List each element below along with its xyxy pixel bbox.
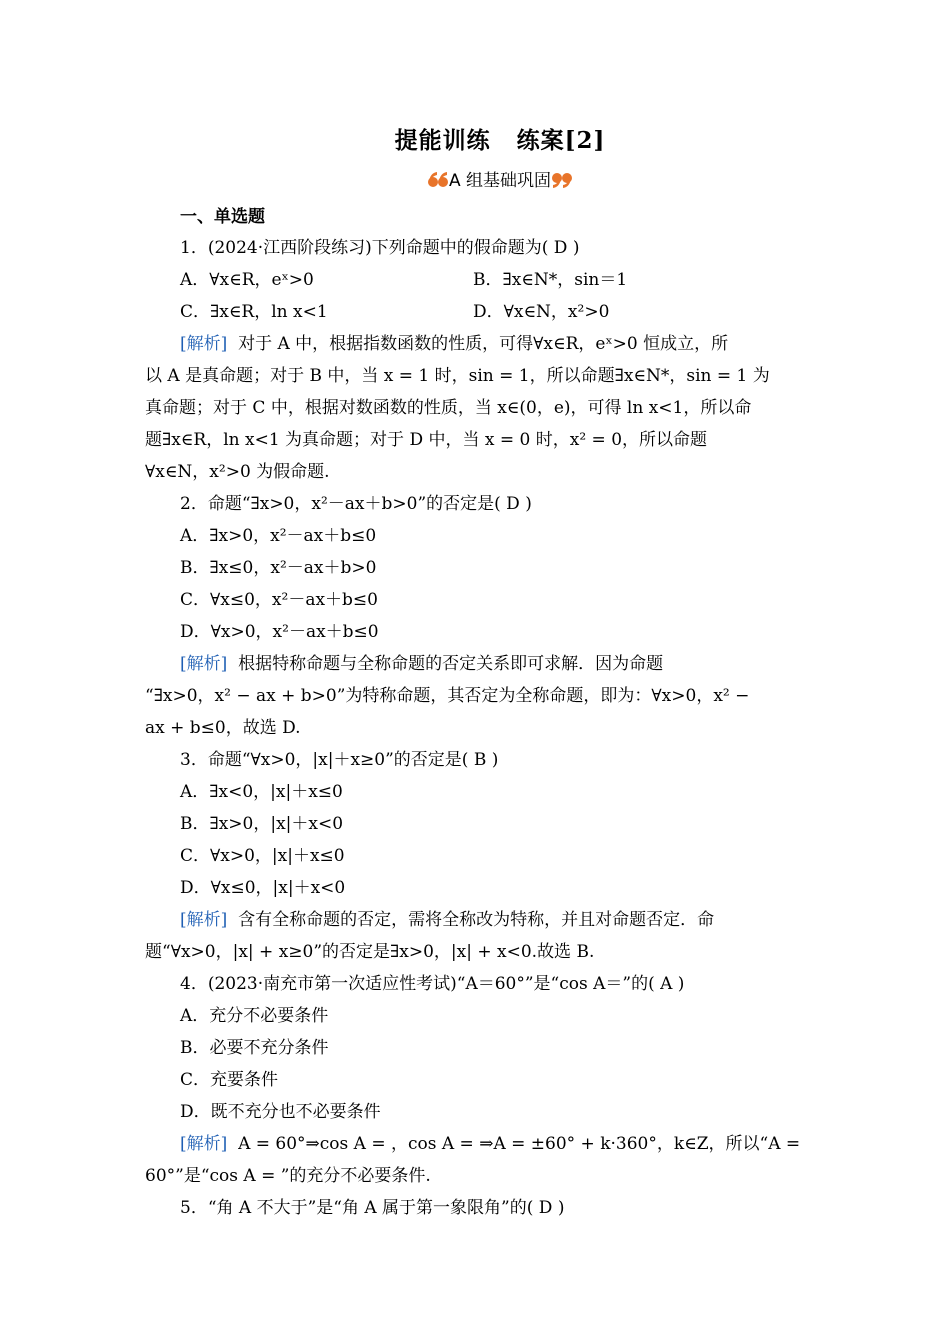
title-main: 提能训练 — [394, 127, 491, 154]
q4-solution-line1: [解析] A = 60°⇒cos A = ，cos A = ⇒A = ±60° + k·360°，k∈Z，所以“A = — [180, 1134, 801, 1154]
q2-solution-line2: “∃x>0，x² − ax + b>0”为特称命题，其否定为全称命题，即为：∀x>0，x² − — [145, 686, 750, 706]
title-case-number: 练案[2] — [516, 127, 606, 154]
q4-solution-line2: 60°”是“cos A = ”的充分不必要条件. — [145, 1166, 431, 1186]
q3-solution-line2: 题“∀x>0，|x| + x≥0”的否定是∃x>0，|x| + x<0.故选 B. — [145, 942, 595, 962]
q2-solution-line3: ax + b≤0，故选 D. — [145, 718, 301, 738]
q2-solution-line1: [解析] 根据特称命题与全称命题的否定关系即可求解．因为命题 — [180, 654, 664, 674]
q5-stem: 5．“角 A 不大于”是“角 A 属于第一象限角”的( D ) — [180, 1198, 565, 1218]
page-title — [0, 122, 950, 155]
q1-solution-line5: ∀x∈N，x²>0 为假命题. — [145, 462, 330, 482]
close-quote-icon — [551, 170, 573, 190]
q2-stem: 2．命题“∃x>0，x²－ax＋b>0”的否定是( D ) — [180, 494, 532, 514]
q3-option-c: C．∀x>0，|x|＋x≤0 — [180, 846, 345, 866]
q1-option-d: D．∀x∈N，x²>0 — [473, 302, 610, 322]
q1-solution-line2: 以 A 是真命题；对于 B 中，当 x = 1 时，sin = 1，所以命题∃x∈N*，sin = 1 为 — [145, 366, 770, 386]
solution-tag: [解析] — [180, 910, 228, 930]
q3-solution-line1: [解析] 含有全称命题的否定，需将全称改为特称，并且对命题否定．命 — [180, 910, 715, 930]
q1-solution-line4: 题∃x∈R，ln x<1 为真命题；对于 D 中，当 x = 0 时，x² = 0，所以命题 — [145, 430, 708, 450]
q1-solution-line1: [解析] 对于 A 中，根据指数函数的性质，可得∀x∈R，eˣ>0 恒成立，所 — [180, 334, 729, 354]
q4-option-d: D．既不充分也不必要条件 — [180, 1102, 381, 1122]
group-label: A 组基础巩固 — [448, 171, 552, 191]
q2-option-d: D．∀x>0，x²－ax＋b≤0 — [180, 622, 379, 642]
q3-option-a: A．∃x<0，|x|＋x≤0 — [180, 782, 343, 802]
q2-option-b: B．∃x≤0，x²－ax＋b>0 — [180, 558, 377, 578]
q1-stem: 1．(2024·江西阶段练习)下列命题中的假命题为( D ) — [180, 238, 580, 258]
q2-option-a: A．∃x>0，x²－ax＋b≤0 — [180, 526, 377, 546]
q4-option-b: B．必要不充分条件 — [180, 1038, 329, 1058]
solution-tag: [解析] — [180, 654, 228, 674]
q1-option-b: B．∃x∈N*，sin＝1 — [473, 270, 628, 290]
q4-option-a: A．充分不必要条件 — [180, 1006, 329, 1026]
q1-solution-line3: 真命题；对于 C 中，根据对数函数的性质，当 x∈(0，e)，可得 ln x<1，所以命 — [145, 398, 752, 418]
q2-option-c: C．∀x≤0，x²－ax＋b≤0 — [180, 590, 378, 610]
q3-stem: 3．命题“∀x>0，|x|＋x≥0”的否定是( B ) — [180, 750, 499, 770]
group-heading — [0, 166, 950, 191]
q3-option-d: D．∀x≤0，|x|＋x<0 — [180, 878, 346, 898]
solution-tag: [解析] — [180, 1134, 228, 1154]
q1-option-c: C．∃x∈R，ln x<1 — [180, 302, 328, 322]
section-heading: 一、单选题 — [180, 207, 265, 227]
q1-option-a: A．∀x∈R，eˣ>0 — [180, 270, 314, 290]
q4-stem: 4．(2023·南充市第一次适应性考试)“A＝60°”是“cos A＝”的( A ) — [180, 974, 685, 994]
q4-option-c: C．充要条件 — [180, 1070, 279, 1090]
solution-tag: [解析] — [180, 334, 228, 354]
q3-option-b: B．∃x>0，|x|＋x<0 — [180, 814, 344, 834]
open-quote-icon — [427, 170, 449, 190]
